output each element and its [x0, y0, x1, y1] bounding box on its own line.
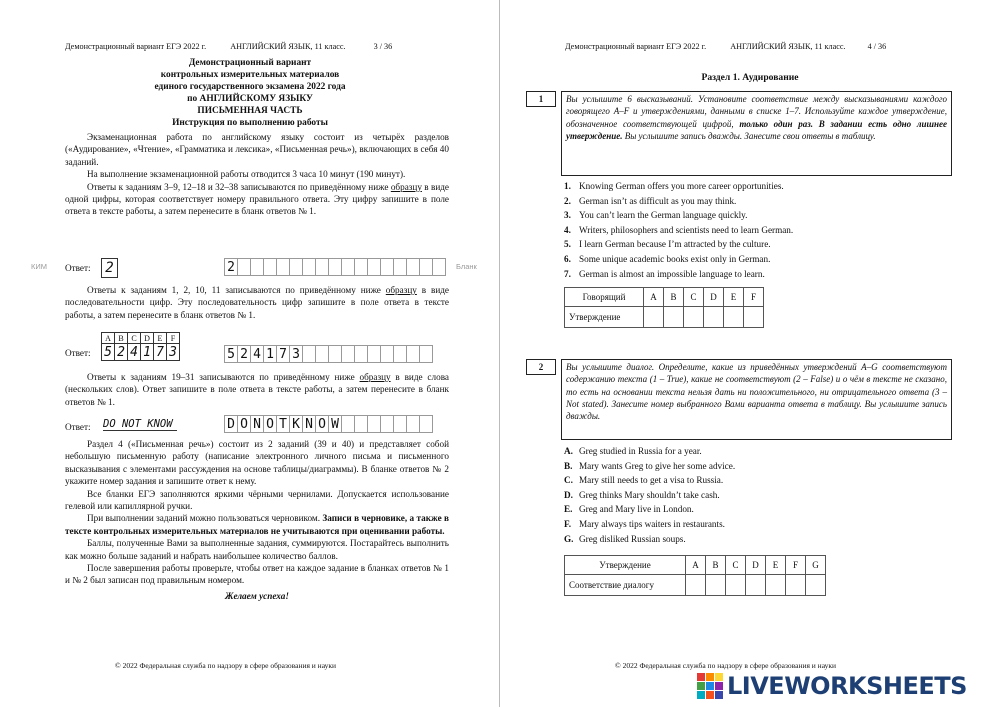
- logo-square: [715, 673, 723, 681]
- table-column-header: C: [726, 556, 746, 575]
- paragraph: Экзаменационная работа по английскому языку состоит из четырёх разделов («Аудирование», «Чтение», «Грамматика и лексика», «Письменная речь»), включающих в себя 40 заданий.: [65, 132, 449, 167]
- answer-cell: [380, 258, 394, 276]
- table-column-header: E: [724, 288, 744, 307]
- answer-cell: [393, 415, 407, 433]
- answer-input-cell[interactable]: [684, 307, 704, 328]
- answer-input-cell[interactable]: [704, 307, 724, 328]
- table-column-header: G: [806, 556, 826, 575]
- answer-cell: [354, 345, 368, 363]
- example-letter: E: [154, 333, 167, 344]
- answer-cell: [367, 345, 381, 363]
- text: Вы услышите 6 высказываний. Установите соответствие между высказываниями каждого говорящего A–F и утверждениями, данными в списке 1–7. Используйте каждое утверждение, обозначенное соответствующей цифрой,: [566, 94, 947, 129]
- table-column-header: B: [706, 556, 726, 575]
- statement-number: 6.: [564, 253, 571, 264]
- table-column-header: A: [686, 556, 706, 575]
- statement-text: German is almost an impossible language to learn.: [579, 268, 765, 279]
- statement-item: [564, 532, 954, 547]
- statement-text: Mary always tips waiters in restaurants.: [579, 518, 725, 529]
- logo-square: [697, 682, 705, 690]
- answer-input-cell[interactable]: [744, 307, 764, 328]
- text: Ответы к заданиям 1, 2, 10, 11 записываются по приведённому ниже: [87, 285, 386, 295]
- task1-answer-table: [564, 287, 764, 328]
- logo-square: [697, 691, 705, 699]
- title-line: Инструкция по выполнению работы: [172, 117, 328, 128]
- right-page: [500, 0, 1000, 707]
- paragraph: На выполнение экзаменационной работы отводится 3 часа 10 минут (190 минут).: [87, 169, 406, 180]
- statement-number: D.: [564, 489, 573, 500]
- statement-item: [564, 488, 954, 503]
- bold-text: Записи в черновике, а также в тексте контрольных измерительных материалов не учитываются при оценивании работы.: [65, 513, 449, 536]
- answer-cell: [406, 345, 420, 363]
- statement-text: Some unique academic books exist only in German.: [579, 253, 771, 264]
- answer-cell: [393, 345, 407, 363]
- liveworksheets-logo: [697, 672, 967, 700]
- answer-cell: [419, 345, 433, 363]
- paragraph: Раздел 4 («Письменная речь») состоит из 2 заданий (39 и 40) и представляет собой небольшую письменную работу (написание электронного личного письма и письменного высказывания с элементами рассуждения на основе таблицы/диаграммы). В бланке ответов № 2 укажите номер задания и запишите ответ к нему.: [65, 439, 449, 487]
- header-subject: АНГЛИЙСКИЙ ЯЗЫК, 11 класс.: [230, 42, 346, 51]
- header-page-number: 4 / 36: [867, 42, 887, 51]
- sequence-example-table: [101, 332, 180, 361]
- answer-cell: [432, 258, 446, 276]
- answer-input-cell[interactable]: [786, 575, 806, 596]
- answer-input-cell[interactable]: [644, 307, 664, 328]
- answer-label: Ответ:: [65, 348, 91, 358]
- handwritten-answer: 2: [105, 260, 114, 276]
- handwritten-answer: DO NOT KNOW: [103, 418, 177, 431]
- paragraph: Все бланки ЕГЭ заполняются яркими чёрными чернилами. Допускается использование гелевой или капиллярной ручки.: [65, 488, 449, 512]
- table-row-label: Говорящий: [565, 288, 644, 307]
- example-letter: C: [128, 333, 141, 344]
- answer-label: Ответ:: [65, 422, 91, 432]
- answer-input-cell[interactable]: [766, 575, 786, 596]
- statement-item: [564, 223, 954, 238]
- answer-cell: [263, 258, 277, 276]
- answer-cell: T: [276, 415, 290, 433]
- statement-item: [564, 194, 954, 209]
- example-digit: 1: [141, 344, 154, 361]
- underlined-text: образцу: [390, 181, 422, 192]
- statement-item: [564, 267, 954, 282]
- example-digit: 5: [102, 344, 115, 361]
- answer-box: [101, 258, 118, 278]
- underlined-text: образцу: [385, 285, 417, 295]
- table-column-header: B: [664, 288, 684, 307]
- statement-item: [564, 237, 954, 252]
- example-letter: B: [115, 333, 128, 344]
- good-luck-text: Желаем успеха!: [225, 590, 289, 601]
- header-page-number: 3 / 36: [373, 42, 393, 51]
- statement-text: Knowing German offers you more career opportunities.: [579, 181, 784, 191]
- page-footer: © 2022 Федеральная служба по надзору в сфере образования и науки: [615, 661, 837, 670]
- instructions-bottom: [65, 438, 449, 602]
- task-number: 2: [526, 359, 556, 375]
- answer-cell: D: [224, 415, 238, 433]
- answer-cell: 4: [250, 345, 264, 363]
- table-column-header: E: [766, 556, 786, 575]
- logo-square: [706, 691, 714, 699]
- answer-cell: W: [328, 415, 342, 433]
- answer-cell: [380, 345, 394, 363]
- answer-cell: [354, 415, 368, 433]
- paragraph: Баллы, полученные Вами за выполненные задания, суммируются. Постарайтесь выполнить как можно больше заданий и набрать наибольшее количество баллов.: [65, 538, 449, 561]
- text: в виде последовательности цифр. Эту последовательность цифр запишите в поле ответа в тексте работы, а затем перенесите в бланк ответов № 1.: [65, 285, 449, 320]
- title-line: контрольных измерительных материалов: [160, 69, 340, 80]
- statement-item: [564, 208, 954, 223]
- text: Ответы к заданиям 19–31 записываются по приведённому ниже: [87, 372, 360, 382]
- answer-cell: [328, 345, 342, 363]
- answer-input-cell[interactable]: [726, 575, 746, 596]
- statement-number: G.: [564, 533, 574, 544]
- example-digit: 2: [115, 344, 128, 361]
- logo-square: [697, 673, 705, 681]
- statement-number: 4.: [564, 224, 571, 235]
- table-column-header: A: [644, 288, 664, 307]
- answer-cell: [302, 345, 316, 363]
- paragraph: [65, 284, 449, 321]
- example-letter: F: [167, 333, 180, 344]
- answer-cell: 2: [237, 345, 251, 363]
- statement-text: You can’t learn the German language quickly.: [579, 210, 748, 221]
- paragraph: После завершения работы проверьте, чтобы ответ на каждое задание в бланках ответов № 1 и № 2 был записан под правильным номером.: [65, 563, 449, 586]
- title-line: единого государственного экзамена 2022 года: [154, 81, 346, 92]
- statement-number: B.: [564, 460, 573, 471]
- table-column-header: F: [786, 556, 806, 575]
- instructions-top: [65, 131, 449, 218]
- underlined-text: образцу: [359, 372, 391, 382]
- answer-input-cell[interactable]: [746, 575, 766, 596]
- paragraph: [65, 512, 449, 537]
- answer-cell: 3: [289, 345, 303, 363]
- header-subject: АНГЛИЙСКИЙ ЯЗЫК, 11 класс.: [730, 42, 846, 51]
- answer-cell: [406, 415, 420, 433]
- statement-item: [564, 517, 954, 532]
- statement-number: 2.: [564, 195, 571, 206]
- answer-input-cell[interactable]: [806, 575, 826, 596]
- statement-text: German isn’t as difficult as you may think.: [579, 195, 737, 206]
- paragraph: [65, 371, 449, 408]
- answer-cell: [419, 415, 433, 433]
- page-header: [65, 42, 392, 51]
- statement-item: [564, 252, 954, 267]
- statement-number: 5.: [564, 239, 571, 250]
- statement-item: [564, 473, 954, 488]
- answer-cell: O: [315, 415, 329, 433]
- answer-cell: [367, 415, 381, 433]
- answer-cell: 5: [224, 345, 238, 363]
- table-column-header: D: [704, 288, 724, 307]
- logo-square: [706, 673, 714, 681]
- text: в виде слова (нескольких слов). Ответ запишите в поле ответа в тексте работы, а затем перенесите в бланк ответов № 1.: [65, 372, 449, 407]
- answer-cell: N: [302, 415, 316, 433]
- blank-label: Бланк: [456, 262, 477, 271]
- answer-cell: [341, 345, 355, 363]
- logo-square: [715, 682, 723, 690]
- kim-label: КИМ: [31, 262, 48, 271]
- text: При выполнении заданий можно пользоваться черновиком.: [87, 513, 323, 524]
- statement-number: A.: [564, 446, 573, 456]
- example-letter: A: [102, 333, 115, 344]
- statement-number: E.: [564, 504, 573, 515]
- task1-instructions: [561, 91, 952, 176]
- statement-number: C.: [564, 475, 573, 486]
- statement-text: Mary still needs to get a visa to Russia.: [579, 475, 724, 486]
- logo-square: [706, 682, 714, 690]
- answer-cells: [225, 258, 446, 276]
- answer-cell: [315, 258, 329, 276]
- statement-item: [564, 459, 954, 474]
- title-line: Демонстрационный вариант: [188, 58, 312, 68]
- header-doc: Демонстрационный вариант ЕГЭ 2022 г.: [565, 42, 707, 51]
- answer-cell: [380, 415, 394, 433]
- answer-cell: [341, 258, 355, 276]
- task2-answer-table: [564, 555, 826, 596]
- example-digit: 7: [154, 344, 167, 361]
- task2-instructions: Вы услышите диалог. Определите, какие из приведённых утверждений A–G соответствуют содержанию текста (1 – True), какие не соответствуют (2 – False) и о чём в тексте не сказано, то есть на основании текста нельзя дать ни положительного, ни отрицательного ответа (3 – Not stated). Занесите номер выбранного Вами варианта ответа в таблицу. Вы услышите запись дважды.: [561, 359, 952, 440]
- table-row-label: Утверждение: [565, 307, 644, 328]
- statement-item: [564, 502, 954, 517]
- instructions-sequence: [65, 284, 449, 321]
- answer-cell: 2: [224, 258, 238, 276]
- statement-text: Greg thinks Mary shouldn’t take cash.: [579, 489, 720, 500]
- statement-number: F.: [564, 518, 572, 529]
- statement-item: [564, 179, 954, 194]
- logo-text: LIVEWORKSHEETS: [727, 672, 967, 700]
- text: Вы услышите запись дважды. Занесите свои ответы в таблицу.: [622, 130, 876, 141]
- answer-input-cell[interactable]: [686, 575, 706, 596]
- table-row-label: Утверждение: [565, 556, 686, 575]
- answer-label: Ответ:: [65, 263, 91, 273]
- header-doc: Демонстрационный вариант ЕГЭ 2022 г.: [65, 42, 207, 51]
- task1-statements: [564, 179, 954, 281]
- example-letter: D: [141, 333, 154, 344]
- section-title: Раздел 1. Аудирование: [701, 72, 799, 83]
- answer-cell: [302, 258, 316, 276]
- text: в виде одной цифры, которая соответствует номеру правильного ответа. Эту цифру запишите в поле ответа в тексте работы, а затем перенесите в бланк ответов № 1.: [65, 181, 449, 217]
- answer-cell: 1: [263, 345, 277, 363]
- table-column-header: C: [684, 288, 704, 307]
- answer-cells: [225, 415, 433, 433]
- logo-square: [715, 691, 723, 699]
- statement-text: Greg studied in Russia for a year.: [579, 446, 702, 456]
- answer-cells: [225, 345, 433, 363]
- bold-text: только один раз. В задании есть одно лишнее утверждение.: [566, 118, 948, 141]
- answer-cell: K: [289, 415, 303, 433]
- task-number: 1: [526, 91, 556, 107]
- answer-cell: [419, 258, 433, 276]
- answer-cell: N: [250, 415, 264, 433]
- text: Ответы к заданиям 3–9, 12–18 и 32–38 записываются по приведённому ниже: [87, 181, 391, 192]
- answer-cell: [276, 258, 290, 276]
- answer-cell: [406, 258, 420, 276]
- answer-input-cell[interactable]: [724, 307, 744, 328]
- table-column-header: D: [746, 556, 766, 575]
- paragraph: [65, 181, 449, 218]
- page-header: [565, 42, 886, 51]
- answer-cell: [315, 345, 329, 363]
- answer-input-cell[interactable]: [706, 575, 726, 596]
- title-line: по АНГЛИЙСКОМУ ЯЗЫКУ: [187, 93, 313, 104]
- table-column-header: F: [744, 288, 764, 307]
- statement-text: Greg and Mary live in London.: [579, 504, 694, 515]
- statement-item: [564, 444, 954, 459]
- logo-icon: [697, 673, 723, 699]
- example-digit: 4: [128, 344, 141, 361]
- instructions-words: [65, 371, 449, 408]
- statement-number: 7.: [564, 268, 571, 279]
- answer-cell: [393, 258, 407, 276]
- answer-cell: [341, 415, 355, 433]
- answer-cell: O: [237, 415, 251, 433]
- answer-cell: [354, 258, 368, 276]
- answer-cell: [250, 258, 264, 276]
- answer-cell: [289, 258, 303, 276]
- answer-cell: [328, 258, 342, 276]
- answer-cell: [367, 258, 381, 276]
- title-line: ПИСЬМЕННАЯ ЧАСТЬ: [197, 105, 303, 116]
- statement-text: Mary wants Greg to give her some advice.: [579, 460, 736, 471]
- statement-text: Greg disliked Russian soups.: [579, 533, 686, 544]
- task2-statements: [564, 444, 954, 546]
- answer-input-cell[interactable]: [664, 307, 684, 328]
- example-digit: 3: [167, 344, 180, 361]
- page-footer: © 2022 Федеральная служба по надзору в сфере образования и науки: [115, 661, 337, 670]
- document-title: [80, 58, 420, 129]
- answer-cell: 7: [276, 345, 290, 363]
- statement-text: Writers, philosophers and scientists need to learn German.: [579, 224, 794, 235]
- table-row-label: Соответствие диалогу: [565, 575, 686, 596]
- statement-number: 3.: [564, 210, 571, 221]
- answer-cell: O: [263, 415, 277, 433]
- statement-number: 1.: [564, 181, 571, 191]
- answer-cell: [237, 258, 251, 276]
- statement-text: I learn German because I’m attracted by the culture.: [579, 239, 771, 250]
